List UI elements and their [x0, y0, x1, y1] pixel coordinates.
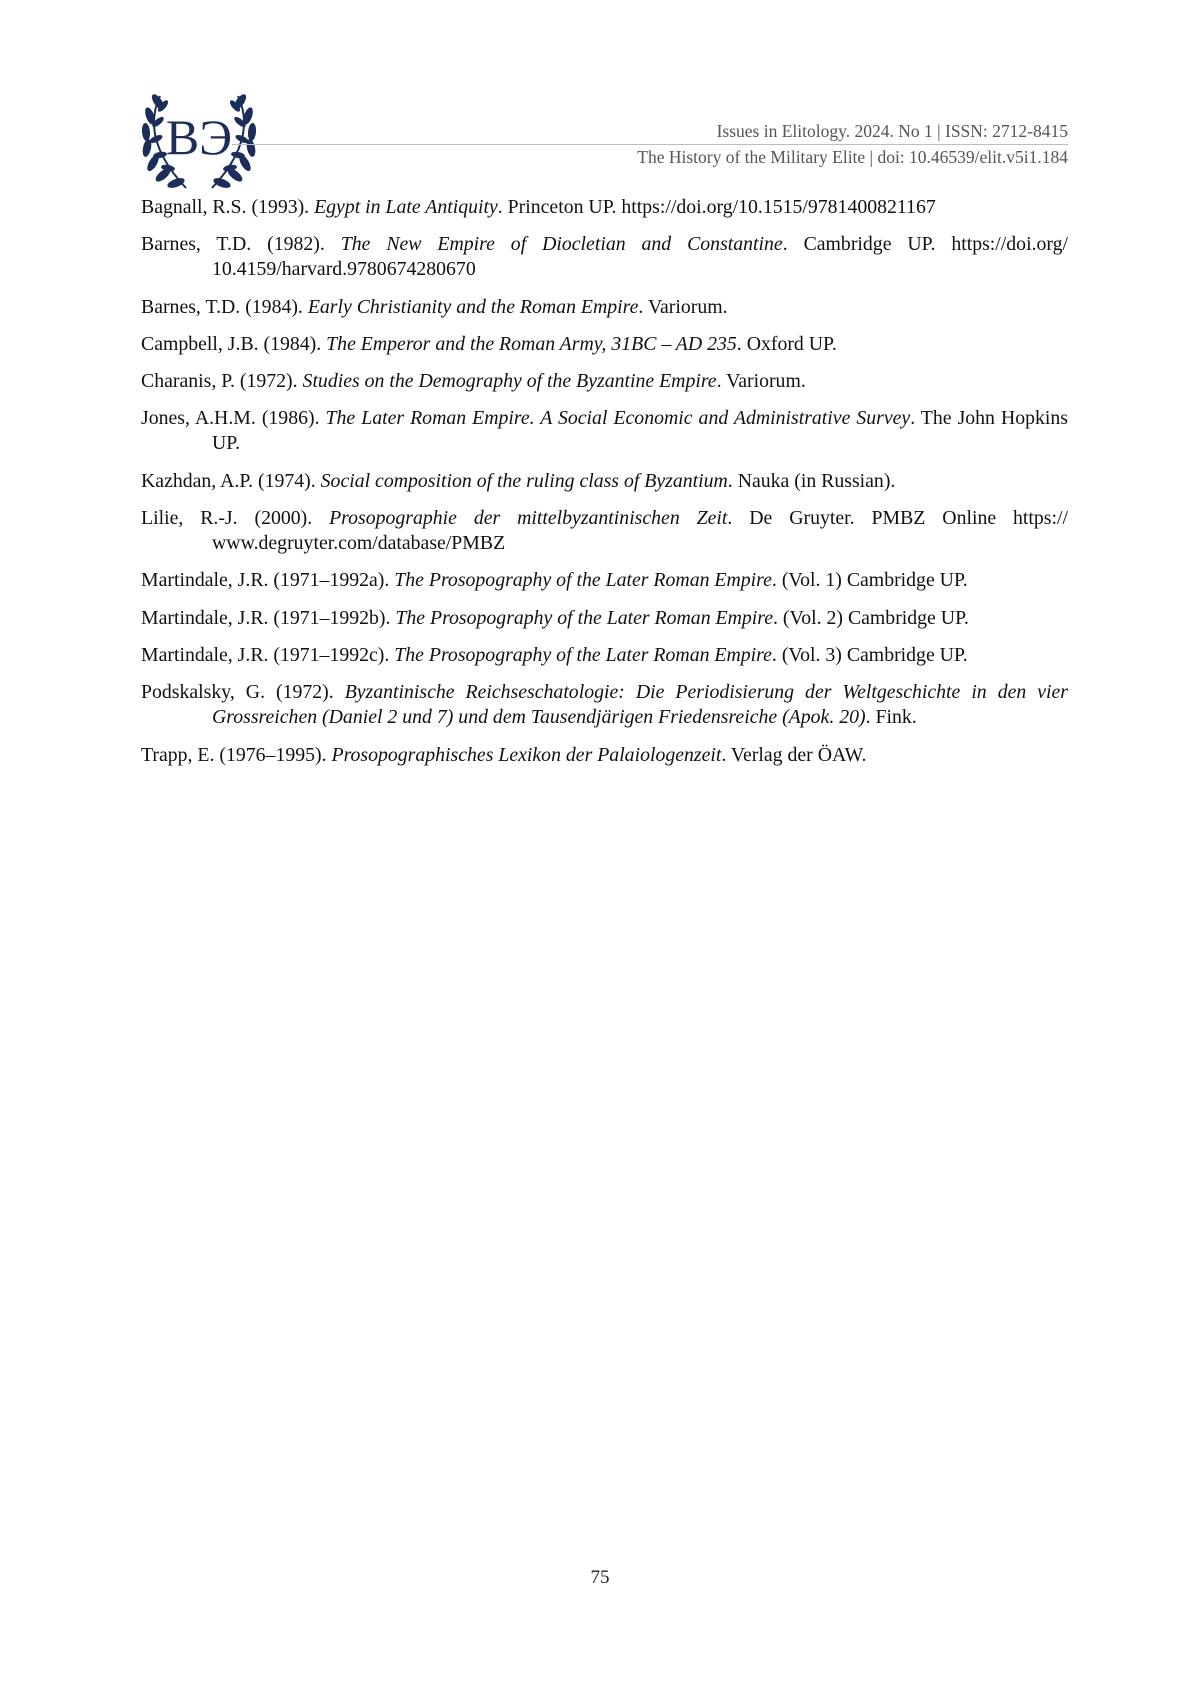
reference-list	[141, 195, 1068, 780]
journal-info: Issues in Elitology. 2024. No 1 | ISSN: 2712-8415	[716, 121, 1068, 141]
logo-monogram: ВЭ	[165, 109, 233, 165]
reference-item: Kazhdan, A.P. (1974). Social composition of the ruling class of Byzantium. Nauka (in Russian).	[141, 469, 896, 492]
reference-item: Charanis, P. (1972). Studies on the Demography of the Byzantine Empire. Variorum.	[141, 370, 806, 393]
journal-logo	[138, 84, 260, 196]
reference-item: Martindale, J.R. (1971–1992b). The Prosopography of the Later Roman Empire. (Vol. 2) Cambridge UP.	[141, 606, 969, 629]
reference-item: Campbell, J.B. (1984). The Emperor and the Roman Army, 31BC – AD 235. Oxford UP.	[141, 332, 837, 355]
reference-item: Barnes, T.D. (1984). Early Christianity and the Roman Empire. Variorum.	[141, 295, 728, 318]
reference-item: Barnes, T.D. (1982). The New Empire of Diocletian and Constantine. Cambridge UP. https://doi.org/ 10.4159/harvard.9780674280670	[141, 233, 1069, 281]
reference-item: Jones, A.H.M. (1986). The Later Roman Empire. A Social Economic and Administrative Survey. The John Hopkins UP.	[141, 407, 1068, 455]
section-doi: The History of the Military Elite | doi: 10.46539/elit.v5i1.184	[637, 147, 1068, 167]
reference-item: Martindale, J.R. (1971–1992c). The Prosopography of the Later Roman Empire. (Vol. 3) Cambridge UP.	[141, 643, 968, 666]
reference-item: Trapp, E. (1976–1995). Prosopographisches Lexikon der Palaiologenzeit. Verlag der ÖAW.	[141, 743, 867, 766]
laurel-wreath-icon	[138, 84, 260, 196]
reference-item: Martindale, J.R. (1971–1992a). The Prosopography of the Later Roman Empire. (Vol. 1) Cambridge UP.	[141, 569, 968, 592]
header-rule	[232, 144, 1068, 145]
reference-item: Podskalsky, G. (1972). Byzantinische Reichseschatologie: Die Periodisierung der Weltgeschichte in den vier Grossreichen (Daniel 2 und 7) und dem Tausendjärigen Friedensreiche (Apok. 20). Fink.	[141, 681, 1068, 729]
reference-item: Lilie, R.-J. (2000). Prosopographie der mittelbyzantinischen Zeit. De Gruyter. PMBZ Online https:// www.degruyter.com/database/PMBZ	[141, 507, 1068, 555]
page-number: 75	[590, 1567, 610, 1588]
reference-item: Bagnall, R.S. (1993). Egypt in Late Antiquity. Princeton UP. https://doi.org/10.1515/9781400821167	[141, 196, 936, 218]
